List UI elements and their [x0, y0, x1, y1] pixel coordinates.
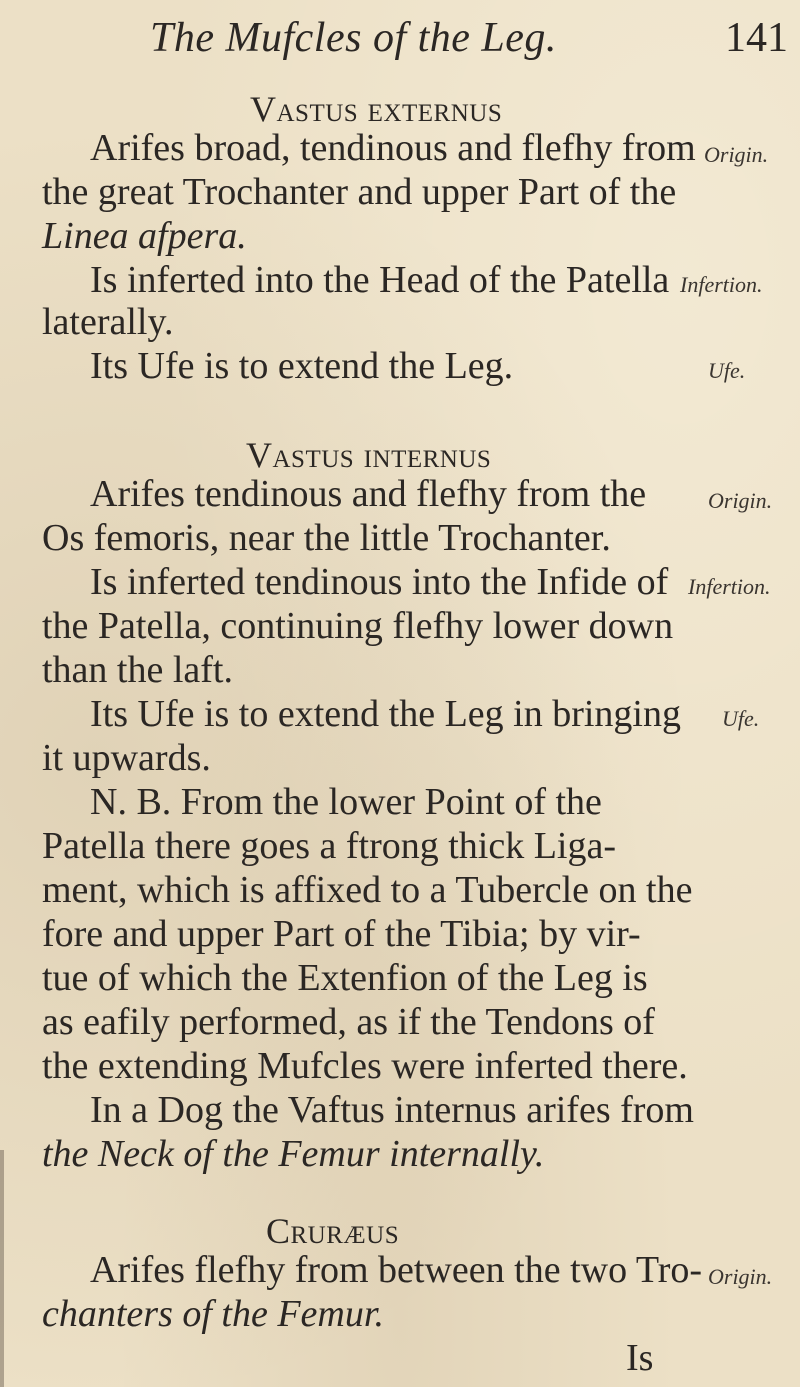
page-number: 141 — [725, 15, 788, 61]
text-line: Arifes tendinous and flefhy from the — [90, 473, 647, 515]
section-heading-cruraeus: Cruræus — [266, 1211, 400, 1251]
page-header — [0, 6, 800, 62]
gutter-shadow — [0, 1150, 4, 1387]
text-line: the Patella, continuing flefhy lower down — [42, 605, 674, 647]
margin-note-use: Ufe. — [722, 706, 760, 731]
text-line: In a Dog the Vaftus internus arifes from — [90, 1089, 694, 1131]
text-line: ment, which is affixed to a Tubercle on the — [42, 869, 693, 911]
text-line: Linea afpera. — [42, 215, 247, 257]
text-line: Is inferted tendinous into the Infide of — [90, 561, 669, 603]
text-line: Its Ufe is to extend the Leg in bringing — [90, 693, 681, 735]
text-line: laterally. — [42, 301, 174, 343]
text-line: tue of which the Extenfion of the Leg is — [42, 957, 648, 999]
text-line: Its Ufe is to extend the Leg. — [90, 345, 514, 387]
section-heading-vastus-externus: Vastus externus — [250, 89, 503, 129]
text-line: the great Trochanter and upper Part of the — [42, 171, 677, 213]
margin-note-use: Ufe. — [708, 358, 746, 383]
text-line: the Neck of the Femur internally. — [42, 1133, 545, 1175]
text-line: Is inferted into the Head of the Patella — [90, 259, 670, 301]
text-line: N. B. From the lower Point of the — [90, 781, 602, 823]
text-line: chanters of the Femur. — [42, 1293, 384, 1335]
margin-note-origin: Origin. — [708, 1264, 773, 1289]
running-title: The Mufcles of the Leg. — [150, 15, 557, 61]
margin-note-origin: Origin. — [708, 488, 773, 513]
text-line: as eafily performed, as if the Tendons of — [42, 1001, 655, 1043]
text-line: it upwards. — [42, 737, 211, 779]
text-line: Os femoris, near the little Trochanter. — [42, 517, 611, 559]
text-line: Patella there goes a ftrong thick Liga- — [42, 825, 617, 867]
catchword: Is — [626, 1337, 654, 1379]
margin-note-insertion: Infertion. — [680, 272, 763, 297]
text-line: than the laft. — [42, 649, 233, 691]
text-line: the extending Mufcles were inferted there. — [42, 1045, 688, 1087]
margin-note-origin: Origin. — [704, 142, 769, 167]
text-line: fore and upper Part of the Tibia; by vir- — [42, 913, 641, 955]
text-line: Arifes broad, tendinous and flefhy from — [90, 127, 696, 169]
margin-note-insertion: Infertion. — [688, 574, 771, 599]
text-line: Arifes flefhy from between the two Tro- — [90, 1249, 703, 1291]
section-heading-vastus-internus: Vastus internus — [246, 435, 492, 475]
